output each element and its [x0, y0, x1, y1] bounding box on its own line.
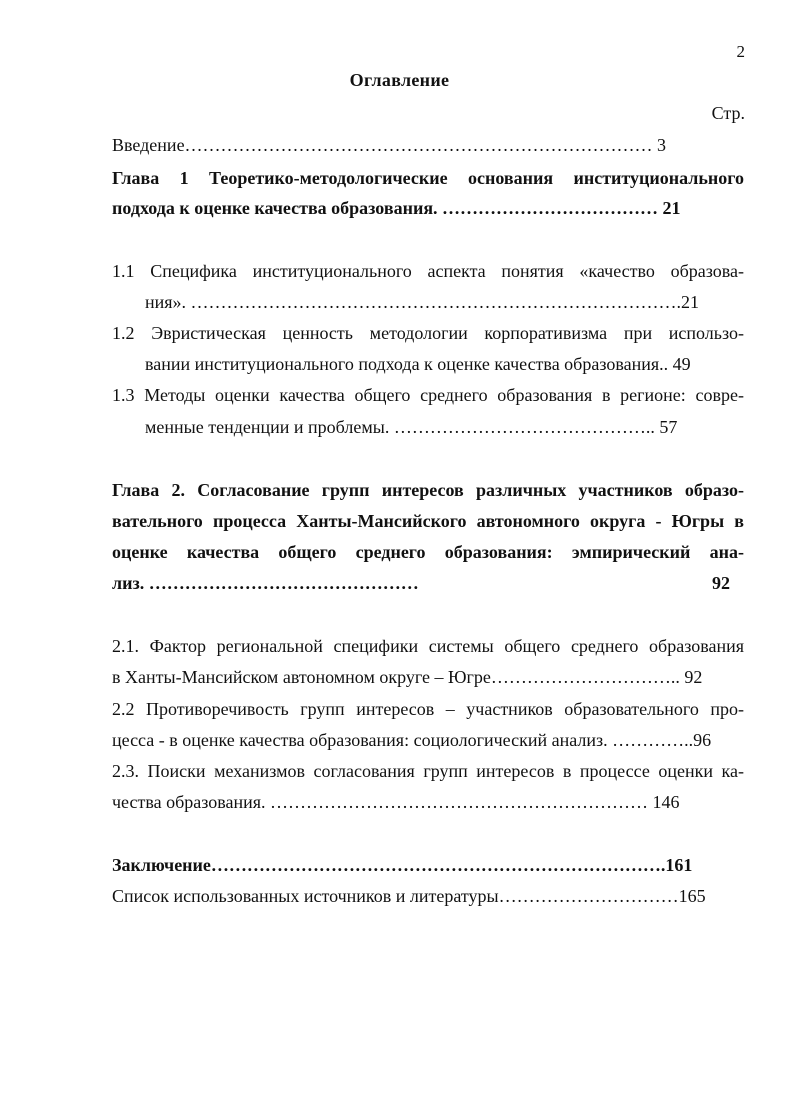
toc-section-1-2-line-2: вании институционального подхода к оценке качества образования.. 49 [145, 354, 691, 374]
toc-entry-conclusion: Заключение………………………………………………………………….161 [112, 855, 693, 875]
toc-chapter-2-line-1: Глава 2. Согласование групп интересов различных участников образо- [112, 480, 744, 500]
toc-section-2-2-line-2: цесса - в оценке качества образования: социологический анализ. …………..96 [112, 730, 712, 750]
toc-section-1-1-line-1: 1.1 Специфика институционального аспекта понятия «качество образова- [112, 261, 744, 281]
toc-section-1-1-line-2: ния». ……………………………………………………………………….21 [145, 292, 700, 312]
toc-section-2-2-line-1: 2.2 Противоречивость групп интересов – участников образовательного про- [112, 699, 744, 719]
toc-chapter-2-line-2: вательного процесса Ханты-Мансийского автономного округа - Югры в [112, 511, 744, 531]
page-number: 2 [736, 42, 745, 61]
toc-section-1-2-line-1: 1.2 Эвристическая ценность методологии корпоративизма при использо- [112, 323, 744, 343]
toc-chapter-1-line-1: Глава 1 Теоретико-методологические основания институционального [112, 168, 744, 188]
toc-chapter-2-line-3: оценке качества общего среднего образования: эмпирический ана- [112, 542, 744, 562]
toc-section-1-3-line-1: 1.3 Методы оценки качества общего среднего образования в регионе: совре- [112, 385, 744, 405]
toc-section-2-1-line-2: в Ханты-Мансийском автономном округе – Югре………………………….. 92 [112, 667, 703, 687]
toc-section-2-1-line-1: 2.1. Фактор региональной специфики системы общего среднего образования [112, 636, 744, 656]
toc-section-2-3-line-2: чества образования. ……………………………………………………… 146 [112, 792, 680, 812]
toc-entry-introduction: Введение…………………………………………………………………… 3 [112, 135, 667, 155]
pages-column-label: Стр. [711, 103, 745, 123]
toc-chapter-2-line-4: лиз. ……………………………………… [112, 573, 419, 593]
toc-section-1-3-line-2: менные тенденции и проблемы. …………………………………….. 57 [145, 417, 678, 437]
toc-entry-references: Список использованных источников и литературы…………………………165 [112, 886, 706, 906]
toc-chapter-2-page: 92 [712, 573, 730, 593]
toc-section-2-3-line-1: 2.3. Поиски механизмов согласования групп интересов в процессе оценки ка- [112, 761, 744, 781]
page-title: Оглавление [349, 70, 450, 90]
toc-chapter-1-line-2: подхода к оценке качества образования. ……………………………… 21 [112, 198, 681, 218]
